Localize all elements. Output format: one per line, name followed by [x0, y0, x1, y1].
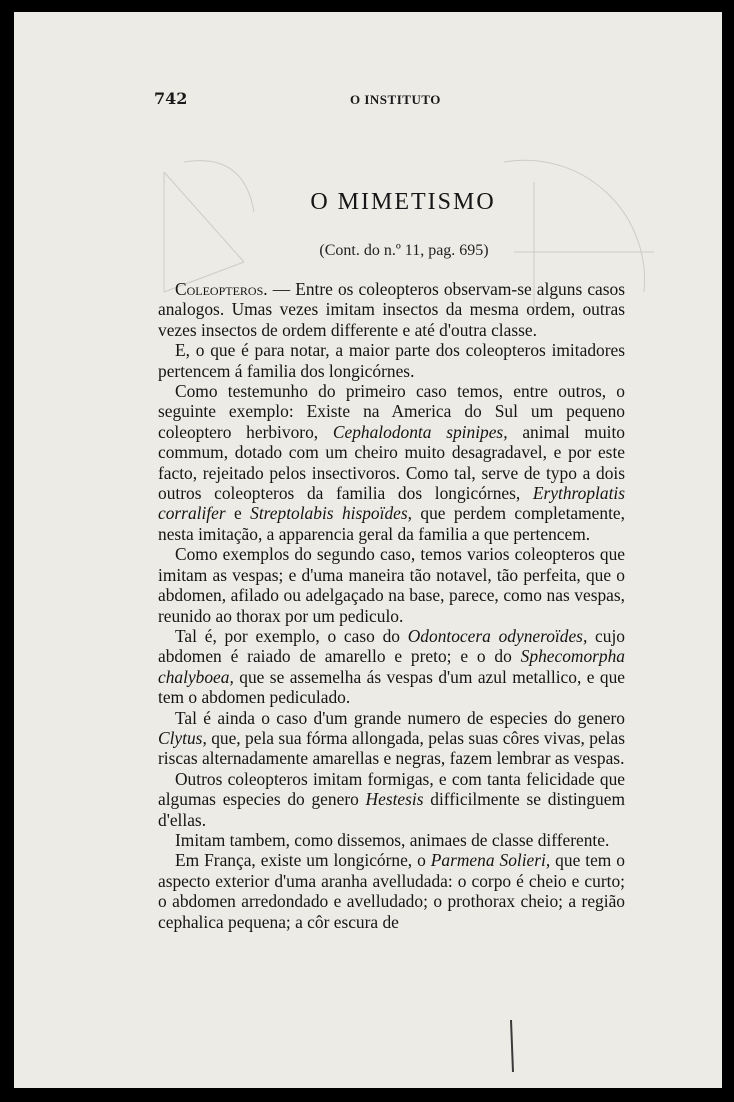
article-body	[158, 279, 625, 932]
species-name: Odontocera odyneroïdes,	[407, 625, 588, 646]
section-heading: Coleopteros.	[175, 279, 268, 299]
text-run: E, o que é para notar, a maior parte dos coleopteros imitadores pertencem á familia dos longicórnes.	[158, 340, 625, 381]
paragraph	[158, 381, 625, 544]
species-name: Clytus,	[158, 727, 207, 748]
text-run: Imitam tambem, como dissemos, animaes de classe differente.	[175, 829, 610, 850]
text-run: animal muito commum, dotado com um cheiro muito desagradavel, e por este facto, rejeitado pelos insectivoros. Como tal, serve de typo a dois outros coleopteros da familia dos longicórnes,	[158, 421, 625, 504]
paragraph	[158, 626, 625, 708]
text-run: difficilmente se distinguem d'ellas.	[158, 789, 625, 830]
journal-title: O INSTITUTO	[350, 92, 441, 107]
text-run: Como testemunho do primeiro caso temos, entre outros, o seguinte exemplo: Existe na America do Sul um pequeno coleoptero herbivoro,	[158, 381, 625, 442]
species-name: Erythroplatis corralifer	[158, 483, 625, 524]
paragraph	[158, 850, 625, 932]
text-run: Tal é, por exemplo, o caso do	[175, 625, 408, 646]
article-title: O MIMETISMO	[310, 189, 496, 215]
species-name: Parmena Solieri,	[430, 850, 551, 871]
text-run: que tem o aspecto exterior d'uma aranha avelludada: o corpo é cheio e curto; o abdomen arredondado e avelludado; o prothorax cheio; a região cephalica pequena; a côr escura de	[158, 850, 625, 932]
paragraph	[158, 279, 625, 340]
running-head	[14, 89, 722, 111]
paragraph	[158, 769, 625, 830]
text-run: Em França, existe um longicórne, o	[175, 850, 431, 871]
paragraph	[158, 340, 625, 381]
species-name: Sphecomorpha chalyboea,	[158, 646, 625, 687]
page-number: 742	[154, 89, 188, 108]
species-name: Hestesis	[365, 789, 424, 810]
article-subtitle: (Cont. do n.º 11, pag. 695)	[319, 242, 489, 259]
paragraph	[158, 708, 625, 769]
text-run: que se assemelha ás vespas d'um azul metallico, e que tem o abdomen pediculado.	[158, 666, 625, 708]
species-name: Cephalodonta spinipes,	[332, 421, 508, 442]
book-page	[14, 12, 722, 1088]
text-run: cujo abdomen é raiado de amarello e preto; e o do	[158, 625, 625, 667]
text-run: que, pela sua fórma allongada, pelas suas côres vivas, pelas riscas alternadamente amarellas e negras, fazem lembrar as vespas.	[158, 727, 625, 769]
text-run: Outros coleopteros imitam formigas, e com tanta felicidade que algumas especies do genero	[158, 768, 625, 810]
text-run: que perdem completamente, nesta imitação, a apparencia geral da familia a que pertencem.	[158, 503, 625, 544]
text-run: Tal é ainda o caso d'um grande numero de especies do genero	[175, 707, 625, 728]
text-run: e	[225, 503, 251, 524]
paragraph	[158, 544, 625, 626]
species-name: Streptolabis hispoïdes,	[250, 503, 412, 524]
text-run: — Entre os coleopteros observam-se alguns casos analogos. Umas vezes imitam insectos da mesma ordem, outras vezes insectos de ordem differente e até d'outra classe.	[158, 279, 625, 340]
paragraph	[158, 830, 625, 850]
text-run: Como exemplos do segundo caso, temos varios coleopteros que imitam as vespas; e d'uma maneira tão notavel, tão perfeita, que o abdomen, afilado ou adelgaçado na base, parece, como nas vespas, reunido ao thorax por um pediculo.	[158, 544, 625, 626]
